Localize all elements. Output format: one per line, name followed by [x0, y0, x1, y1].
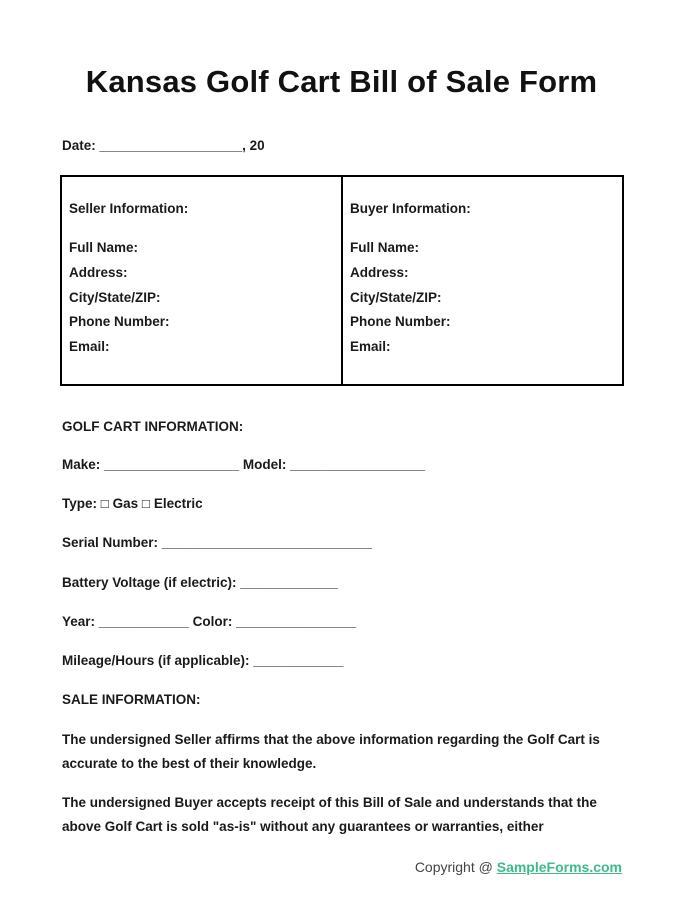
- battery-voltage-line: Battery Voltage (if electric): _____________: [62, 575, 338, 590]
- seller-fields: [69, 240, 170, 364]
- seller-email-label: Email:: [69, 339, 110, 355]
- buyer-fields: [350, 240, 451, 364]
- seller-city-state-zip-label: City/State/ZIP:: [69, 289, 161, 305]
- buyer-full-name-label: Full Name:: [350, 240, 420, 255]
- make-model-line: Make: __________________ Model: __________________: [62, 457, 426, 472]
- seller-affirmation-paragraph: The undersigned Seller affirms that the above information regarding the Golf Cart is accurate to the best of their knowledge.: [62, 732, 600, 771]
- page-title: Kansas Golf Cart Bill of Sale Form: [85, 64, 598, 99]
- buyer-acceptance-paragraph: The undersigned Buyer accepts receipt of this Bill of Sale and understands that the above Golf Cart is sold "as-is" without any guarantees or warranties, either: [62, 795, 597, 834]
- buyer-heading: Buyer Information:: [350, 201, 471, 216]
- buyer-city-state-zip-label: City/State/ZIP:: [350, 289, 442, 305]
- copyright-text: Copyright @: [414, 859, 497, 875]
- date-line: Date: ___________________, 20: [62, 138, 265, 153]
- sale-heading: SALE INFORMATION:: [62, 692, 201, 707]
- seller-address-label: Address:: [69, 264, 128, 280]
- type-line: Type: □ Gas □ Electric: [62, 496, 203, 511]
- brand-link[interactable]: SampleForms.com: [496, 859, 622, 875]
- buyer-section: [341, 177, 622, 384]
- seller-section: [62, 177, 341, 384]
- mileage-line: Mileage/Hours (if applicable): ____________: [62, 653, 344, 668]
- copyright-footer: [415, 859, 622, 875]
- buyer-address-label: Address:: [350, 264, 409, 280]
- buyer-email-label: Email:: [350, 339, 391, 355]
- buyer-phone-label: Phone Number:: [350, 314, 451, 330]
- seller-phone-label: Phone Number:: [69, 314, 170, 330]
- seller-heading: Seller Information:: [69, 201, 189, 216]
- golf-cart-heading: GOLF CART INFORMATION:: [62, 419, 244, 434]
- parties-table: [60, 175, 624, 386]
- seller-full-name-label: Full Name:: [69, 240, 139, 255]
- year-color-line: Year: ____________ Color: ________________: [62, 614, 357, 629]
- serial-number-line: Serial Number: ____________________________: [62, 535, 373, 550]
